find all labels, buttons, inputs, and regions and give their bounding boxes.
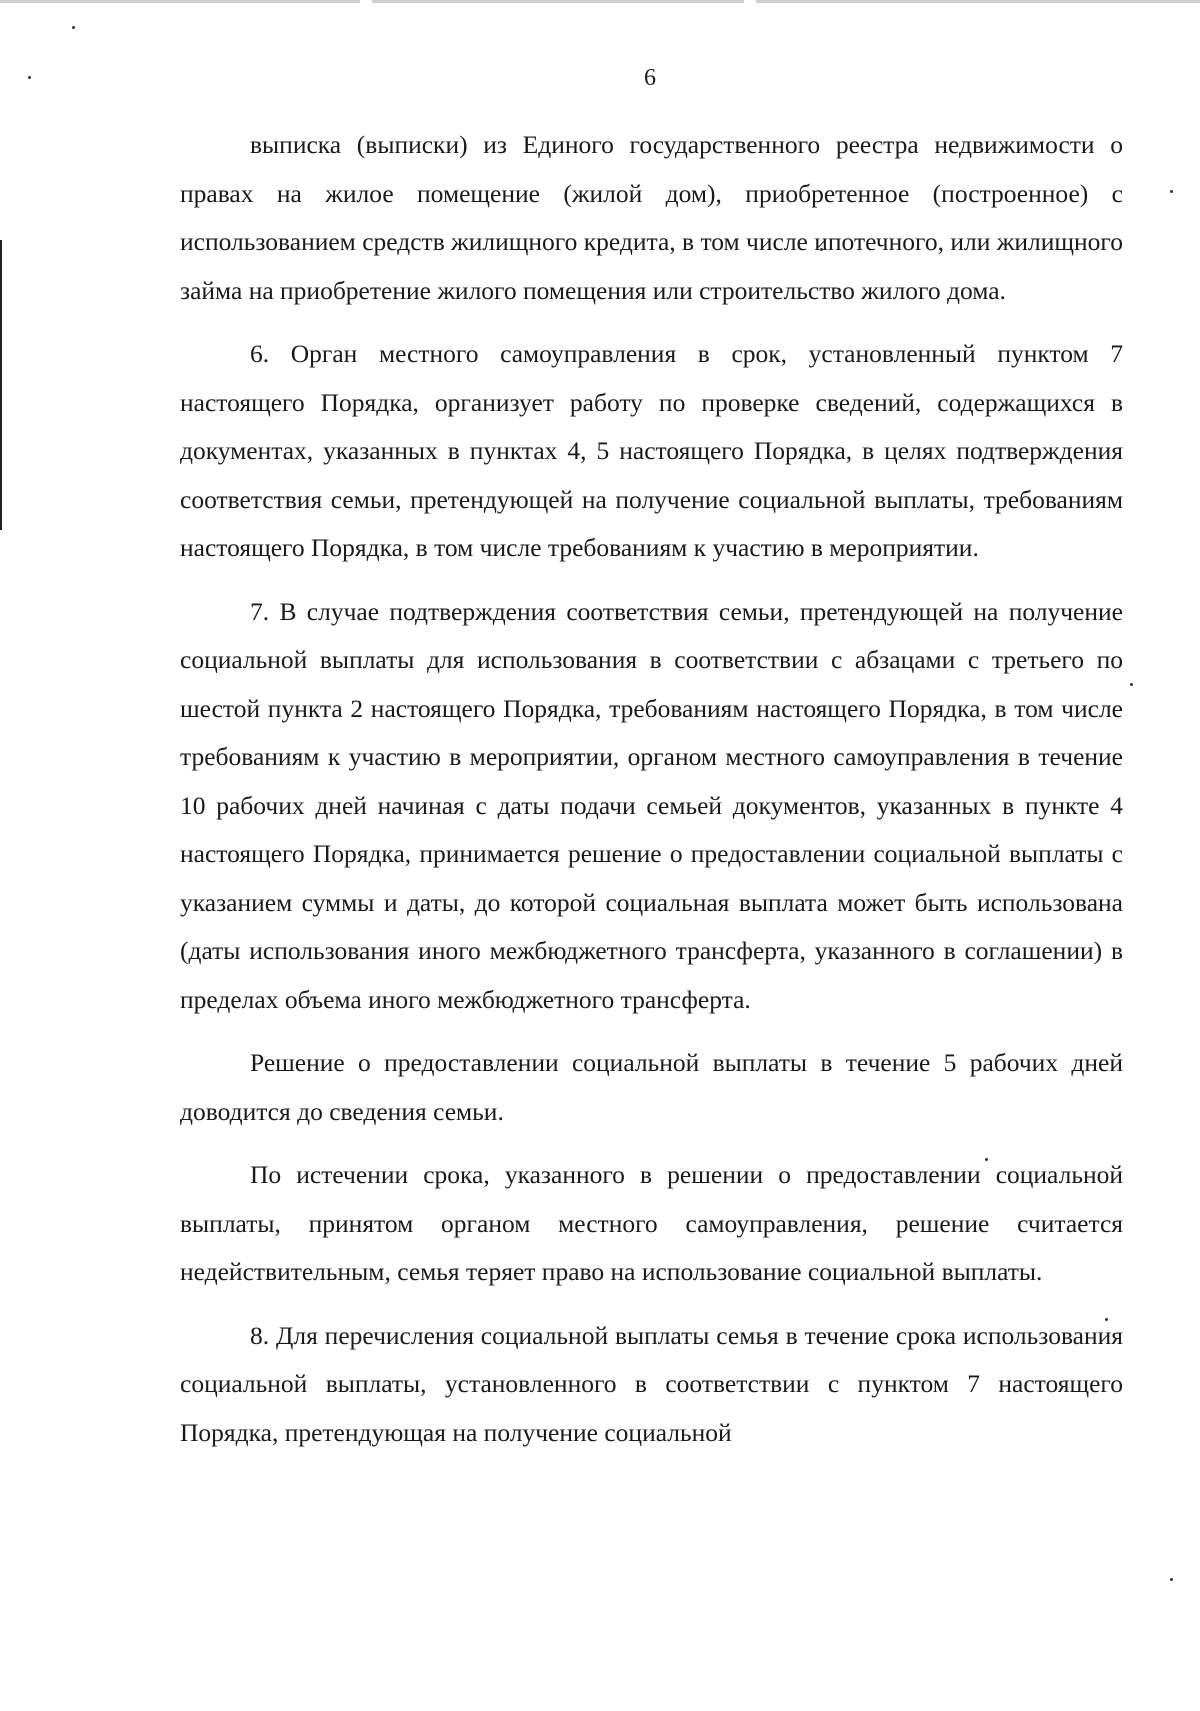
scan-speck (1170, 1578, 1173, 1581)
paragraph-item-7: 7. В случае подтверждения соответствия семьи, претендующей на получение социальной выплаты для использования в соответствии с абзацами с третьего по шестой пункта 2 настоящего Порядка, требованиям настоящего Порядка, в том числе требованиям к участию в мероприятии, органом местного самоуправления в течение 10 рабочих дней начиная с даты подачи семьей документов, указанных в пункте 4 настоящего Порядка, принимается решение о предоставлении социальной выплаты с указанием суммы и даты, до которой социальная выплата может быть использована (даты использования иного межбюджетного трансферта, указанного в соглашении) в пределах объема иного межбюджетного трансферта. (180, 596, 1123, 1014)
paragraph-item-6: 6. Орган местного самоуправления в срок, установленный пунктом 7 настоящего Порядка, организует работу по проверке сведений, содержащихся в документах, указанных в пунктах 4, 5 настоящего Порядка, в целях подтверждения соответствия семьи, претендующей на получение социальной выплаты, требованиям настоящего Порядка, в том числе требованиям к участию в мероприятии. (180, 339, 1123, 562)
document-body (180, 121, 1123, 1457)
paragraph-extract-registry: выписка (выписки) из Единого государственного реестра недвижимости о правах на жилое помещение (жилой дом), приобретенное (построенное) с использованием средств жилищного кредита, в том числе ипотечного, или жилищного займа на приобретение жилого помещения или строительство жилого дома. (180, 130, 1123, 305)
paragraph-decision-notice: Решение о предоставлении социальной выплаты в течение 5 рабочих дней доводится до сведения семьи. (180, 1048, 1123, 1126)
paragraph-decision-expiry: По истечении срока, указанного в решении о предоставлении социальной выплаты, принятом органом местного самоуправления, решение считается недействительным, семья теряет право на использование социальной выплаты. (180, 1160, 1123, 1286)
page-number: 6 (644, 65, 656, 91)
scan-speck (72, 26, 75, 29)
paragraph-item-8: 8. Для перечисления социальной выплаты семья в течение срока использования социальной выплаты, установленного в соответствии с пунктом 7 настоящего Порядка, претендующая на получение социальной (180, 1320, 1123, 1447)
scan-speck (1130, 683, 1133, 686)
scan-top-edge (0, 0, 1200, 3)
scan-left-edge-mark (0, 240, 2, 530)
scan-speck (1170, 190, 1173, 193)
